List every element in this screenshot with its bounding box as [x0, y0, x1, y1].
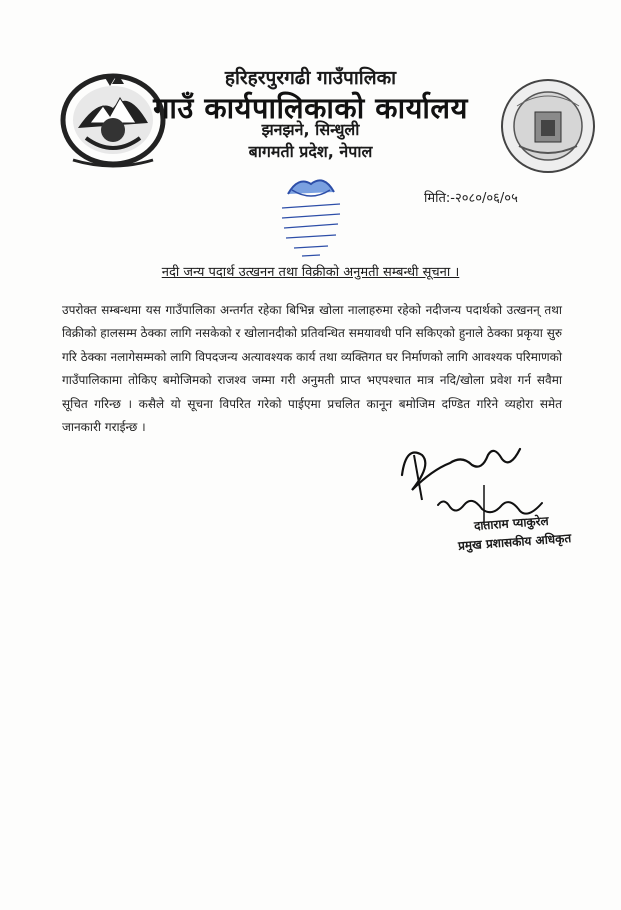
signatory-name: दाताराम प्याकुरेल	[473, 513, 550, 533]
municipality-seal-icon	[497, 76, 599, 176]
notice-subject	[0, 262, 621, 280]
municipality-name: हरिहरपुरगढी गाउँपालिका	[224, 67, 397, 89]
office-title: गाउँ कार्यपालिकाको कार्यालय	[153, 91, 468, 125]
official-stamp	[274, 168, 348, 260]
notice-date: मिति:-२०८०/०६/०५	[424, 191, 518, 206]
office-address: झनझने, सिन्धुली	[261, 120, 360, 139]
notice-subject-text: नदी जन्य पदार्थ उत्खनन तथा विक्रीको अनुमती सम्बन्धी सूचना ।	[161, 265, 460, 280]
signatory-title: प्रमुख प्रशासकीय अधिकृत	[457, 531, 572, 553]
office-province: बागमती प्रदेश, नेपाल	[248, 142, 373, 161]
notice-body: उपरोक्त सम्बन्धमा यस गाउँपालिका अन्तर्गत रहेका बिभिन्न खोला नालाहरुमा रहेको नदीजन्य पदार्थको उत्खनन् तथा विक्रीको हालसम्म ठेक्का लागि नसकेको र खोलानदीको प्रतिवन्धित समयावधी पनि सकिएको हुनाले ठेक्का प्रकृया सुरु गरि ठेक्का नलागेसम्मको लागि विपदजन्य अत्यावश्यक कार्य तथा व्यक्तिगत घर निर्माणको लागि आवश्यक परिमाणको गाउँपालिकामा तोकिए बमोजिमको राजश्व जम्मा गरी अनुमती प्राप्त भएपश्चात मात्र नदि/खोला प्रवेश गर्न सवैमा सूचित गरिन्छ । कसैले यो सूचना विपरित गरेको पाईएमा प्रचलित कानून बमोजिम दण्डित गरिने व्यहोरा समेत जानकारी गराईन्छ ।	[62, 303, 562, 435]
